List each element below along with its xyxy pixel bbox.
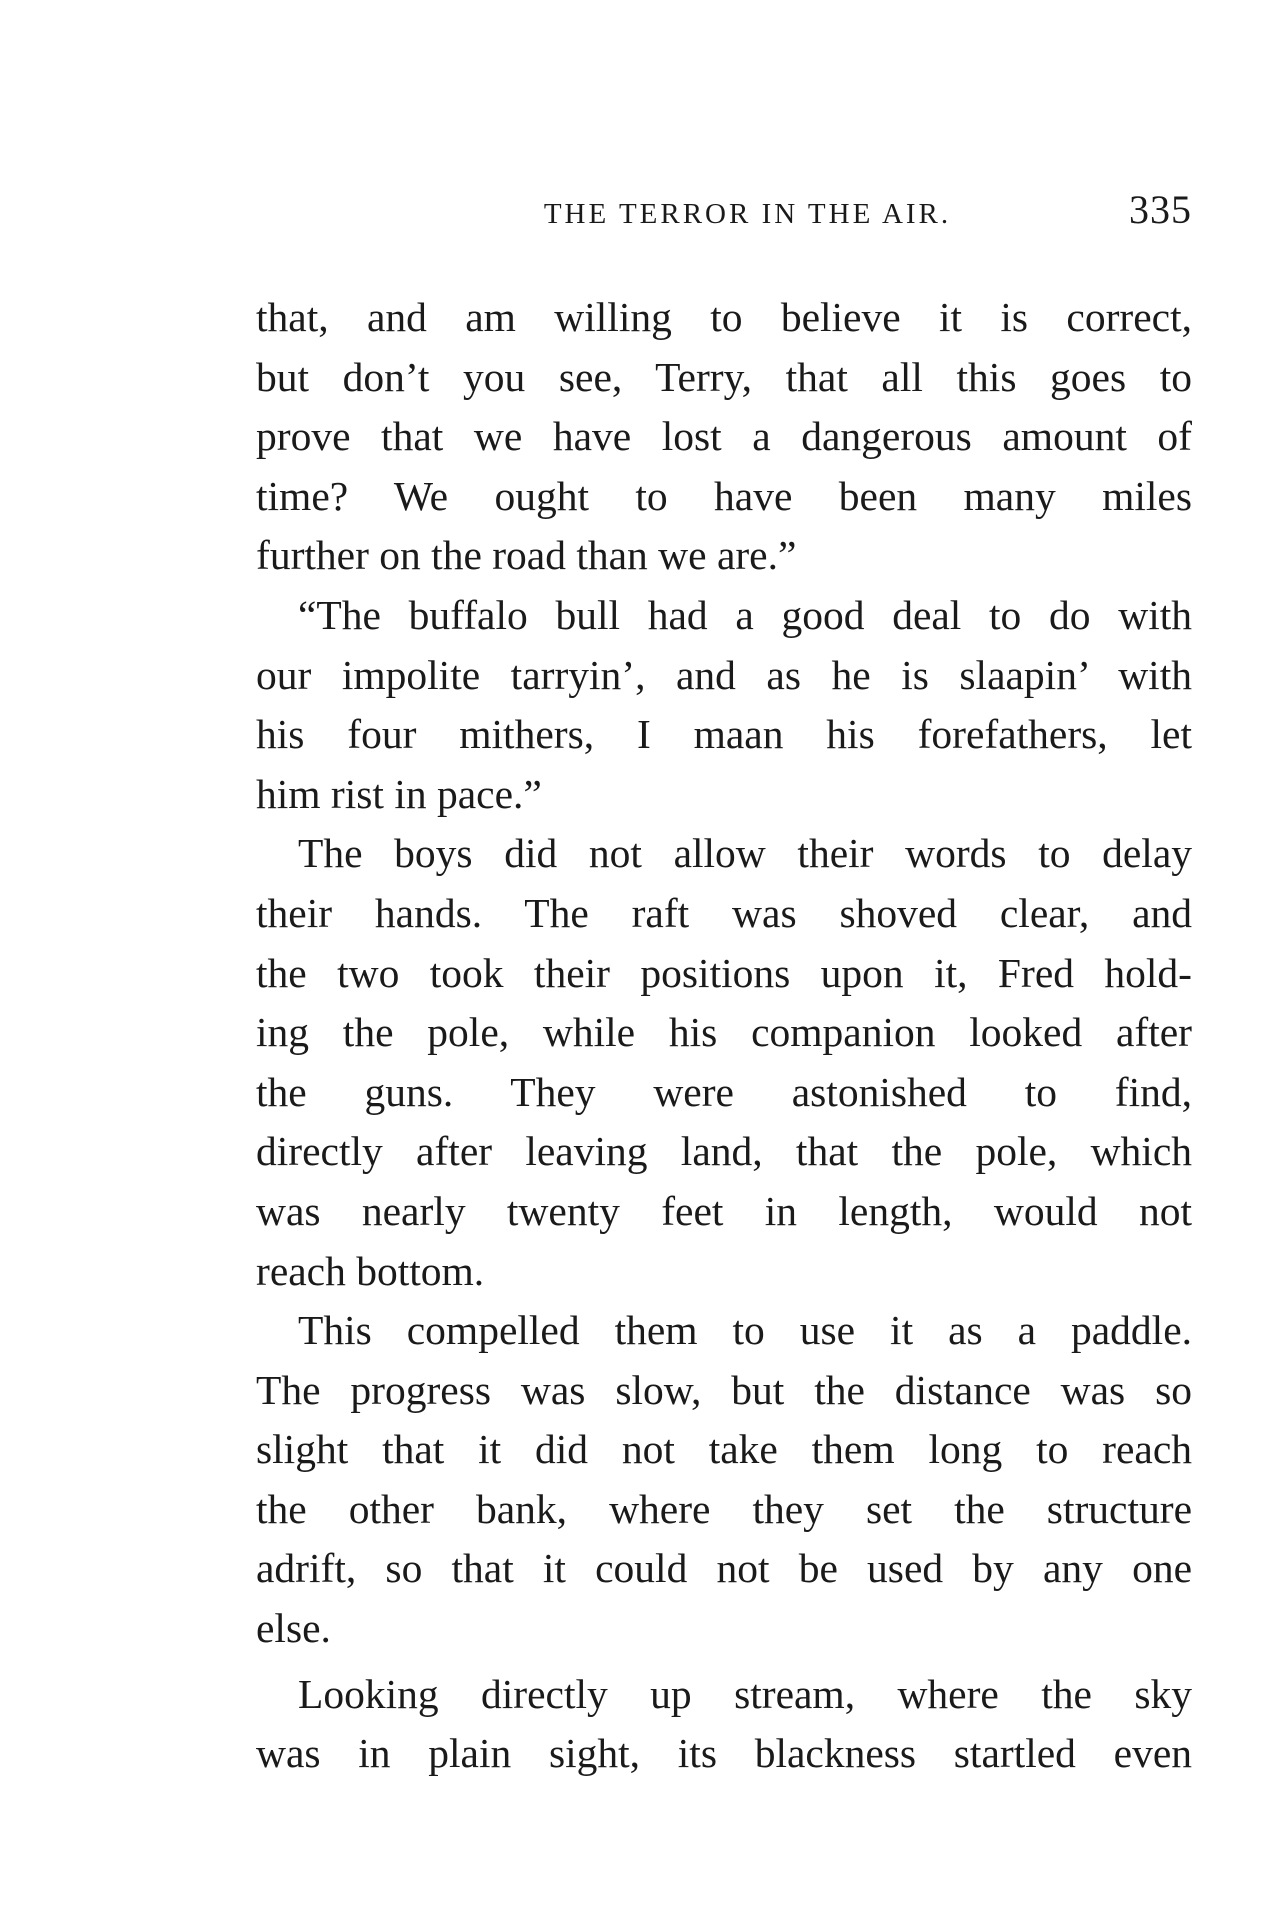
text-line: time? We ought to have been many miles <box>256 472 1192 519</box>
text-line: Looking directly up stream, where the sky <box>298 1670 1192 1717</box>
text-line: the two took their positions upon it, Fred hold- <box>256 949 1192 996</box>
text-line: prove that we have lost a dangerous amount of <box>256 413 1192 460</box>
page-header <box>256 186 1192 236</box>
body-text <box>256 288 1192 1784</box>
paragraph-1 <box>256 288 1192 586</box>
text-line: The progress was slow, but the distance was so <box>256 1366 1192 1413</box>
paragraph-5 <box>256 1665 1192 1784</box>
text-line: else. <box>256 1605 331 1652</box>
text-line: adrift, so that it could not be used by any one <box>256 1545 1192 1592</box>
running-title: THE TERROR IN THE AIR. <box>543 198 952 230</box>
text-line: slight that it did not take them long to reach <box>256 1426 1192 1473</box>
paragraph-3 <box>256 824 1192 1301</box>
text-line: our impolite tarryin’, and as he is slaapin’ with <box>256 651 1192 698</box>
paragraph-2 <box>256 586 1192 824</box>
text-line: the other bank, where they set the structure <box>256 1485 1192 1532</box>
text-line: his four mithers, I maan his forefathers, let <box>256 711 1192 758</box>
text-line: The boys did not allow their words to delay <box>298 830 1192 877</box>
text-line: the guns. They were astonished to find, <box>256 1068 1192 1115</box>
text-line: “The buffalo bull had a good deal to do with <box>298 591 1192 638</box>
text-line: This compelled them to use it as a paddle. <box>298 1307 1192 1354</box>
text-line: was nearly twenty feet in length, would not <box>256 1187 1192 1234</box>
text-line: was in plain sight, its blackness startled even <box>256 1730 1192 1777</box>
text-line: further on the road than we are.” <box>256 532 797 579</box>
text-line: that, and am willing to believe it is correct, <box>256 294 1192 340</box>
text-line: but don’t you see, Terry, that all this goes to <box>256 353 1192 400</box>
text-line: their hands. The raft was shoved clear, and <box>256 889 1192 936</box>
paragraph-4 <box>256 1301 1192 1659</box>
text-line: directly after leaving land, that the pole, which <box>256 1128 1192 1175</box>
text-line: ing the pole, while his companion looked after <box>256 1009 1192 1056</box>
text-line: reach bottom. <box>256 1247 485 1294</box>
text-line: him rist in pace.” <box>256 770 542 817</box>
page-number: 335 <box>1129 187 1192 232</box>
